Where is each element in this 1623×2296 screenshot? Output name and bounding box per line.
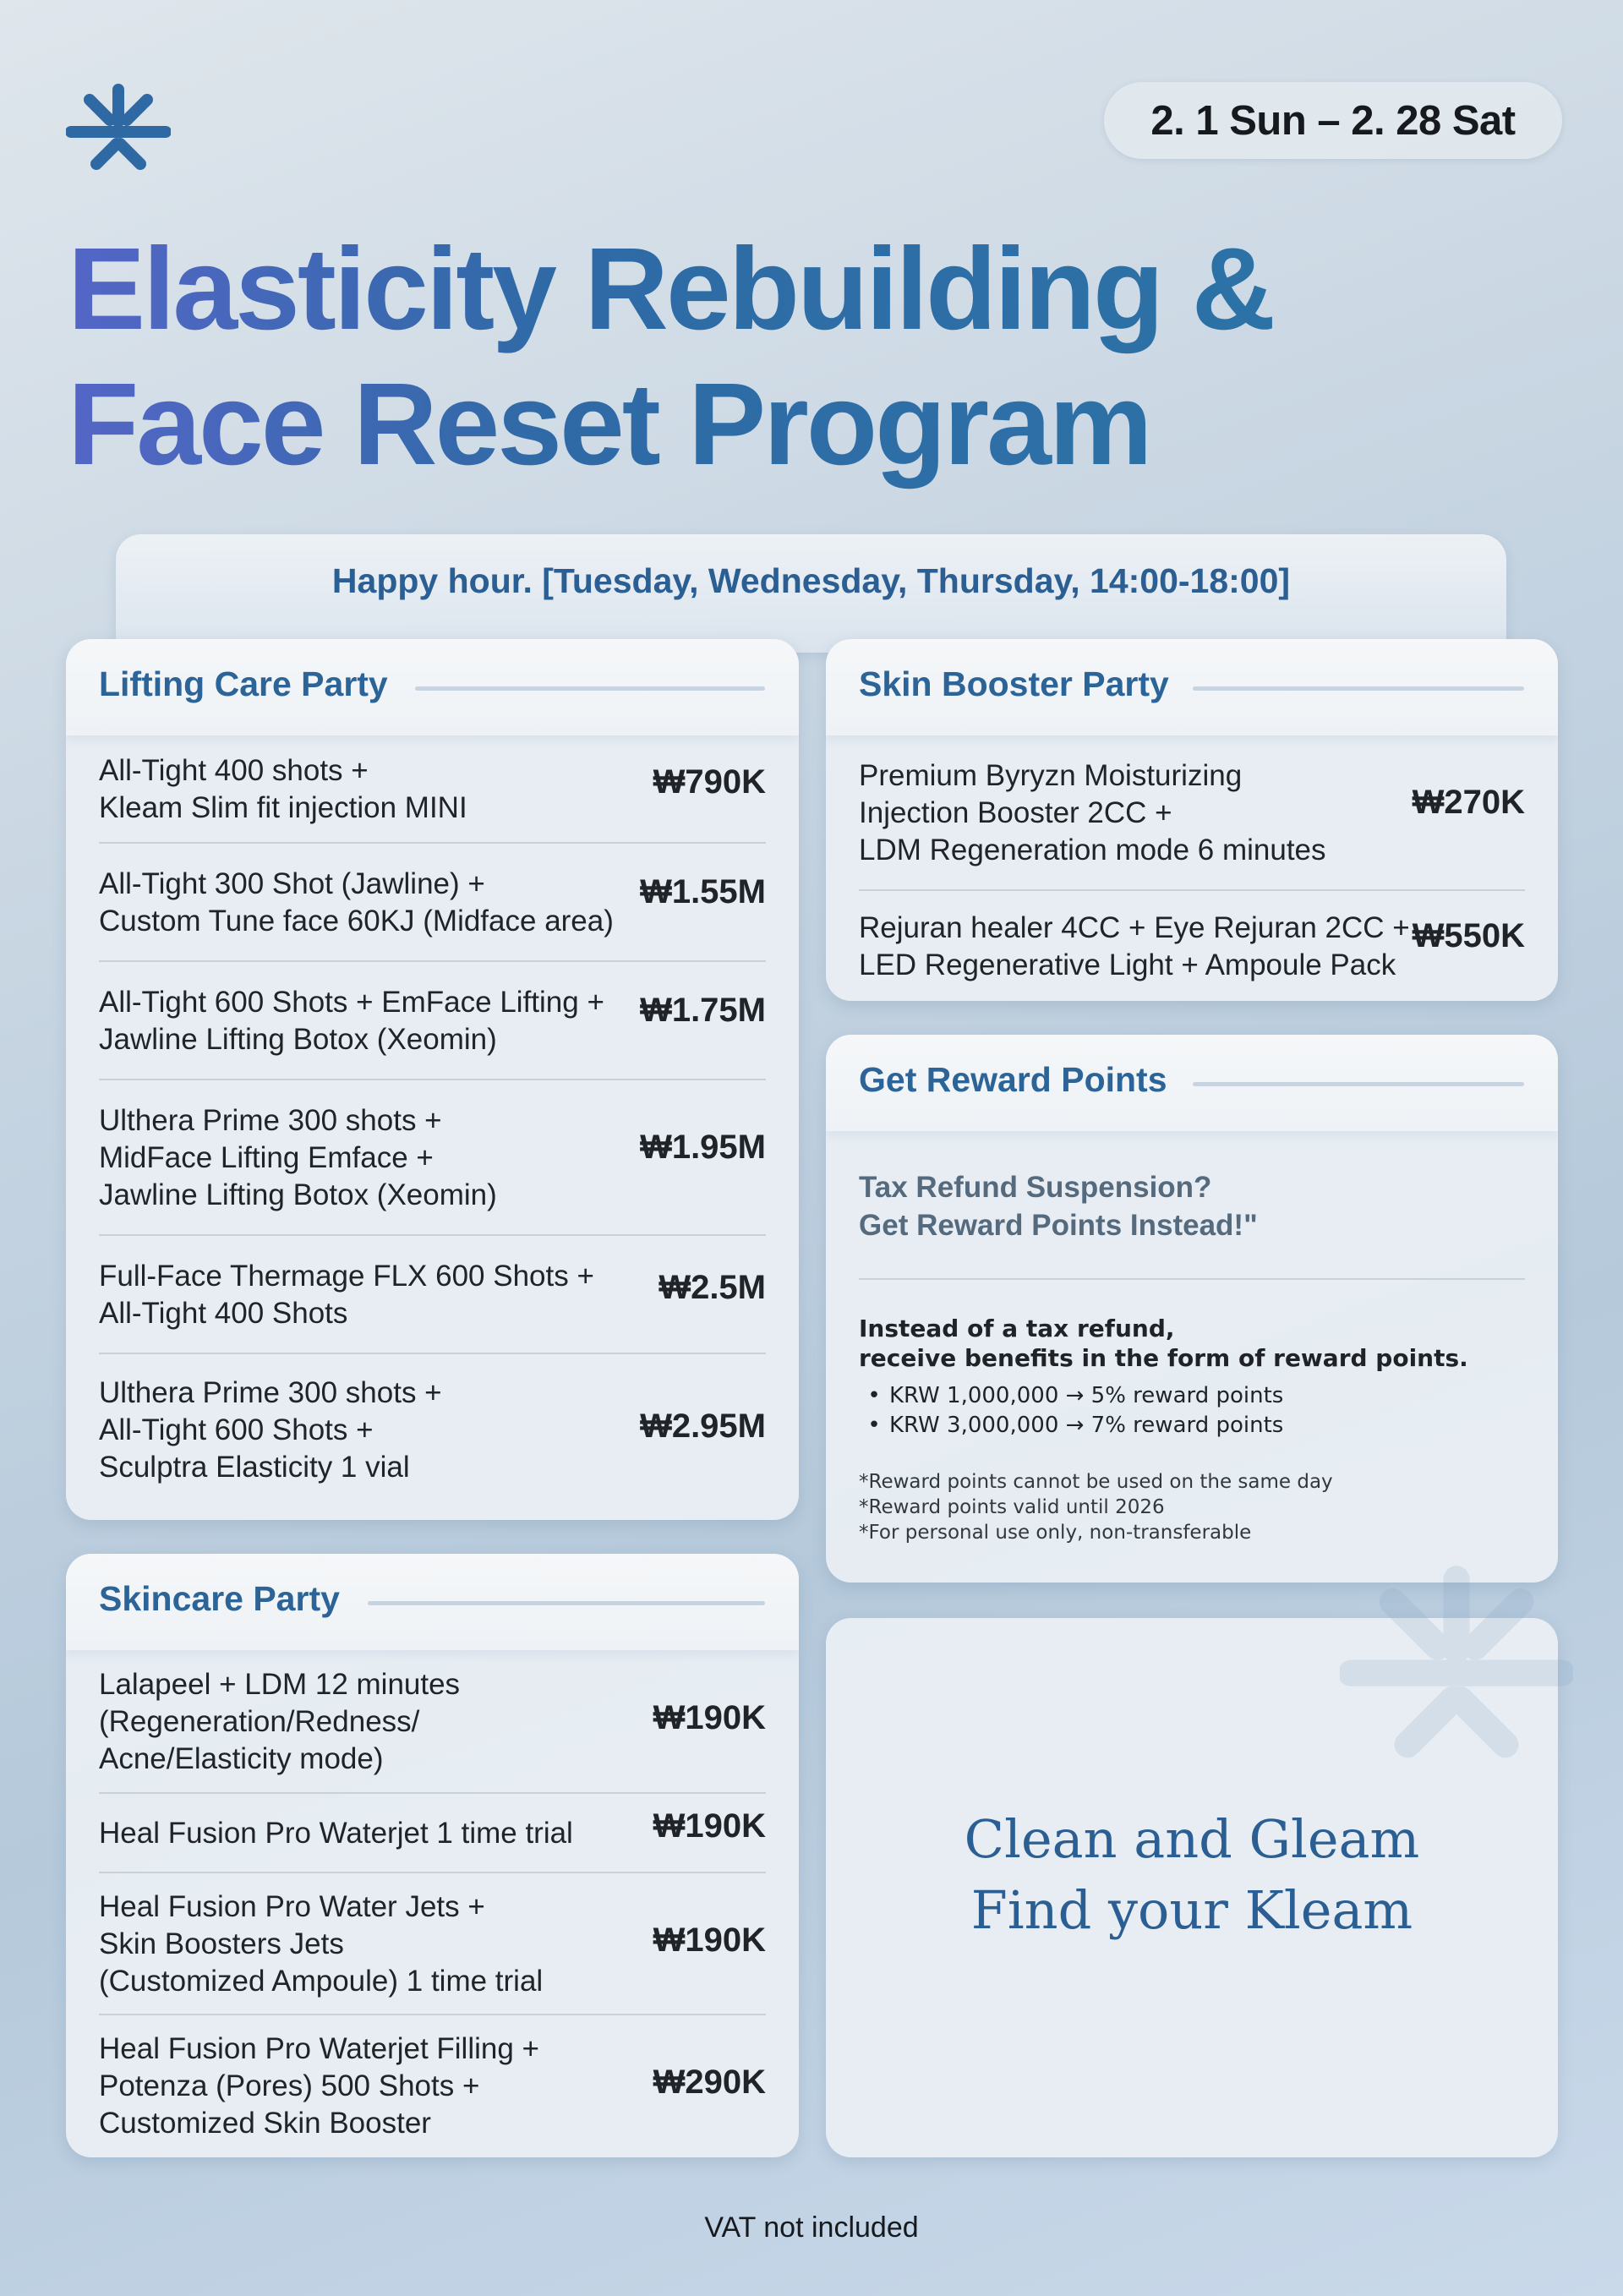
heading-rule — [415, 686, 765, 691]
reward-lead-line: receive benefits in the form of reward points. — [859, 1344, 1468, 1372]
tagline-line: Find your Kleam — [970, 1879, 1413, 1941]
menu-item-line: Heal Fusion Pro Waterjet Filling + — [99, 2032, 539, 2065]
menu-item-line: All-Tight 400 shots + — [99, 754, 369, 787]
skincare-card — [66, 1554, 799, 2157]
title-line-2: Face Reset Program — [68, 359, 1150, 489]
menu-item-line: Full-Face Thermage FLX 600 Shots + — [99, 1260, 594, 1293]
menu-row — [99, 960, 766, 1080]
menu-item-description — [99, 866, 614, 940]
menu-item-line: All-Tight 300 Shot (Jawline) + — [99, 867, 485, 900]
menu-item-description — [859, 757, 1326, 869]
skin-booster-header — [826, 639, 1558, 735]
date-range-badge: 2. 1 Sun – 2. 28 Sat — [1104, 82, 1562, 159]
menu-row — [99, 1079, 766, 1236]
heading-rule — [368, 1601, 765, 1605]
reward-lead-text — [859, 1314, 1468, 1373]
menu-item-line: All-Tight 600 Shots + EmFace Lifting + — [99, 986, 604, 1019]
menu-item-line: All-Tight 400 Shots — [99, 1297, 348, 1330]
happy-hour-banner — [116, 534, 1506, 653]
menu-item-description — [99, 984, 604, 1058]
menu-item-line: (Regeneration/Redness/ — [99, 1705, 420, 1738]
reward-points-heading: Get Reward Points — [859, 1060, 1167, 1099]
divider — [859, 1278, 1525, 1280]
menu-item-description — [99, 1889, 543, 2000]
menu-item-price: ₩790K — [653, 763, 766, 801]
menu-row — [99, 842, 766, 962]
list-item — [859, 1381, 1283, 1411]
menu-item-price: ₩1.55M — [640, 873, 766, 910]
vat-footnote: VAT not included — [704, 2211, 919, 2244]
reward-lead-line: Instead of a tax refund, — [859, 1315, 1175, 1342]
menu-item-line: Heal Fusion Pro Water Jets + — [99, 1890, 485, 1923]
menu-item-line: Customized Skin Booster — [99, 2107, 431, 2140]
menu-row — [99, 1234, 766, 1354]
menu-item-description — [99, 2031, 539, 2142]
tagline-line: Clean and Gleam — [964, 1808, 1420, 1870]
menu-item-line: LDM Regeneration mode 6 minutes — [859, 834, 1326, 866]
menu-item-price: ₩270K — [1412, 784, 1525, 821]
menu-item-line: Jawline Lifting Botox (Xeomin) — [99, 1023, 497, 1056]
tagline-card — [826, 1618, 1558, 2157]
list-item — [859, 1411, 1283, 1440]
skin-booster-heading: Skin Booster Party — [859, 664, 1169, 703]
menu-item-line: Heal Fusion Pro Waterjet 1 time trial — [99, 1817, 573, 1850]
reward-question — [859, 1168, 1258, 1244]
menu-row — [859, 889, 1525, 1001]
reward-points-card — [826, 1035, 1558, 1583]
lifting-care-heading: Lifting Care Party — [99, 664, 388, 703]
menu-item-line: Kleam Slim fit injection MINI — [99, 791, 467, 824]
reward-tiers-list — [859, 1381, 1283, 1440]
menu-item-line: Premium Byryzn Moisturizing — [859, 759, 1243, 792]
menu-item-line: Skin Boosters Jets — [99, 1927, 344, 1960]
menu-item-price: ₩290K — [653, 2064, 766, 2101]
reward-notes — [859, 1469, 1333, 1545]
menu-item-line: Ulthera Prime 300 shots + — [99, 1376, 442, 1409]
menu-item-description — [99, 752, 467, 827]
menu-item-line: LED Regenerative Light + Ampoule Pack — [859, 948, 1396, 981]
happy-hour-text: Happy hour. [Tuesday, Wednesday, Thursday, 14:00-18:00] — [331, 561, 1291, 600]
menu-item-price: ₩190K — [653, 1807, 766, 1845]
title-line-1: Elasticity Rebuilding & — [68, 224, 1274, 354]
bullet-icon: • — [867, 1413, 881, 1438]
kleam-logo-icon — [66, 83, 171, 172]
menu-item-line: Jawline Lifting Botox (Xeomin) — [99, 1178, 497, 1211]
menu-row — [99, 1652, 766, 1792]
menu-item-description — [99, 1258, 594, 1332]
menu-item-price: ₩190K — [653, 1699, 766, 1736]
menu-item-line: Injection Booster 2CC + — [859, 796, 1172, 829]
reward-question-line: Tax Refund Suspension? — [859, 1171, 1212, 1204]
lifting-care-header — [66, 639, 799, 735]
heading-rule — [1193, 1082, 1524, 1086]
menu-row — [99, 1872, 766, 2015]
menu-item-line: Custom Tune face 60KJ (Midface area) — [99, 905, 614, 938]
menu-row — [99, 737, 766, 842]
skin-booster-card — [826, 639, 1558, 1001]
menu-item-price: ₩2.5M — [658, 1269, 766, 1306]
menu-item-description — [99, 1815, 573, 1852]
reward-tier: KRW 3,000,000 → 7% reward points — [889, 1413, 1284, 1438]
menu-item-description — [859, 910, 1410, 984]
menu-item-line: All-Tight 600 Shots + — [99, 1413, 374, 1446]
menu-row — [859, 737, 1525, 889]
menu-row — [99, 2014, 766, 2157]
menu-item-line: Rejuran healer 4CC + Eye Rejuran 2CC + — [859, 911, 1410, 944]
menu-item-line: Ulthera Prime 300 shots + — [99, 1104, 442, 1137]
menu-item-price: ₩550K — [1412, 917, 1525, 954]
kleam-watermark-icon — [1340, 1564, 1573, 1763]
reward-points-header — [826, 1035, 1558, 1131]
heading-rule — [1193, 686, 1524, 691]
skincare-header — [66, 1554, 799, 1650]
menu-item-line: Sculptra Elasticity 1 vial — [99, 1451, 410, 1484]
reward-note: *For personal use only, non-transferable — [859, 1522, 1252, 1544]
skincare-heading: Skincare Party — [99, 1579, 340, 1618]
tagline — [826, 1804, 1558, 1946]
menu-row — [99, 1353, 766, 1506]
menu-item-line: Potenza (Pores) 500 Shots + — [99, 2069, 480, 2102]
reward-question-line: Get Reward Points Instead!" — [859, 1209, 1258, 1242]
menu-item-description — [99, 1102, 497, 1214]
lifting-care-card — [66, 639, 799, 1520]
menu-item-line: Lalapeel + LDM 12 minutes — [99, 1668, 461, 1701]
reward-note: *Reward points valid until 2026 — [859, 1496, 1165, 1518]
menu-item-line: MidFace Lifting Emface + — [99, 1141, 434, 1174]
menu-item-price: ₩2.95M — [640, 1408, 766, 1445]
reward-note: *Reward points cannot be used on the same day — [859, 1471, 1333, 1493]
menu-item-description — [99, 1375, 442, 1486]
menu-item-description — [99, 1666, 460, 1778]
menu-item-line: (Customized Ampoule) 1 time trial — [99, 1965, 544, 1998]
menu-item-price: ₩1.75M — [640, 992, 766, 1029]
menu-item-line: Acne/Elasticity mode) — [99, 1742, 384, 1775]
bullet-icon: • — [867, 1383, 881, 1408]
reward-tier: KRW 1,000,000 → 5% reward points — [889, 1383, 1284, 1408]
menu-row — [99, 1792, 766, 1873]
menu-item-price: ₩190K — [653, 1922, 766, 1959]
page-title — [68, 221, 1273, 492]
menu-item-price: ₩1.95M — [640, 1129, 766, 1166]
